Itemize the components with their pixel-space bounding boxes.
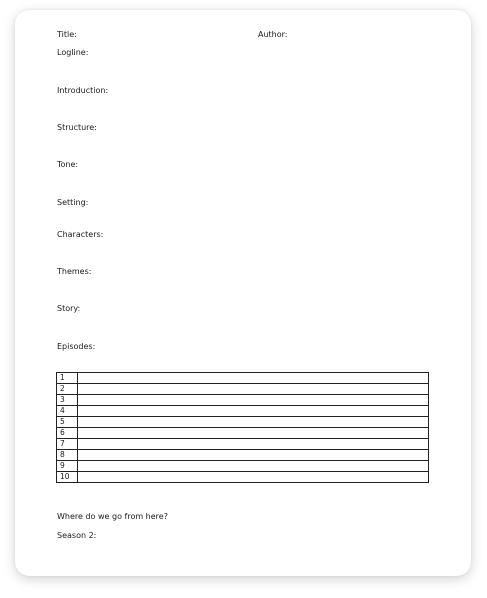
title-label: Title:	[57, 30, 77, 39]
table-row	[57, 461, 429, 472]
characters-label: Characters:	[57, 230, 104, 239]
document-page	[15, 10, 471, 576]
tone-label: Tone:	[57, 160, 79, 169]
episode-title-cell[interactable]	[78, 373, 429, 384]
author-label: Author:	[258, 30, 288, 39]
episodes-table	[56, 372, 429, 483]
table-row	[57, 439, 429, 450]
table-row	[57, 417, 429, 428]
episode-title-cell[interactable]	[78, 417, 429, 428]
structure-label: Structure:	[57, 123, 97, 132]
introduction-label: Introduction:	[57, 86, 109, 95]
episode-number: 5	[57, 417, 78, 428]
episode-number: 10	[57, 472, 78, 483]
episode-number: 7	[57, 439, 78, 450]
table-row	[57, 428, 429, 439]
episode-number: 2	[57, 384, 78, 395]
episode-number: 8	[57, 450, 78, 461]
episodes-label: Episodes:	[57, 342, 96, 351]
next-steps-label: Where do we go from here?	[57, 512, 168, 521]
table-row	[57, 373, 429, 384]
episode-number: 1	[57, 373, 78, 384]
episode-number: 6	[57, 428, 78, 439]
table-row	[57, 395, 429, 406]
episode-number: 4	[57, 406, 78, 417]
episode-title-cell[interactable]	[78, 461, 429, 472]
season-2-label: Season 2:	[57, 531, 97, 540]
table-row	[57, 384, 429, 395]
episode-title-cell[interactable]	[78, 428, 429, 439]
episode-title-cell[interactable]	[78, 472, 429, 483]
episode-title-cell[interactable]	[78, 395, 429, 406]
episode-title-cell[interactable]	[78, 439, 429, 450]
table-row	[57, 406, 429, 417]
logline-label: Logline:	[57, 48, 89, 57]
episode-number: 9	[57, 461, 78, 472]
table-row	[57, 450, 429, 461]
setting-label: Setting:	[57, 198, 89, 207]
episode-title-cell[interactable]	[78, 384, 429, 395]
story-label: Story:	[57, 304, 81, 313]
episode-title-cell[interactable]	[78, 406, 429, 417]
themes-label: Themes:	[57, 267, 92, 276]
episode-number: 3	[57, 395, 78, 406]
episode-title-cell[interactable]	[78, 450, 429, 461]
table-row	[57, 472, 429, 483]
